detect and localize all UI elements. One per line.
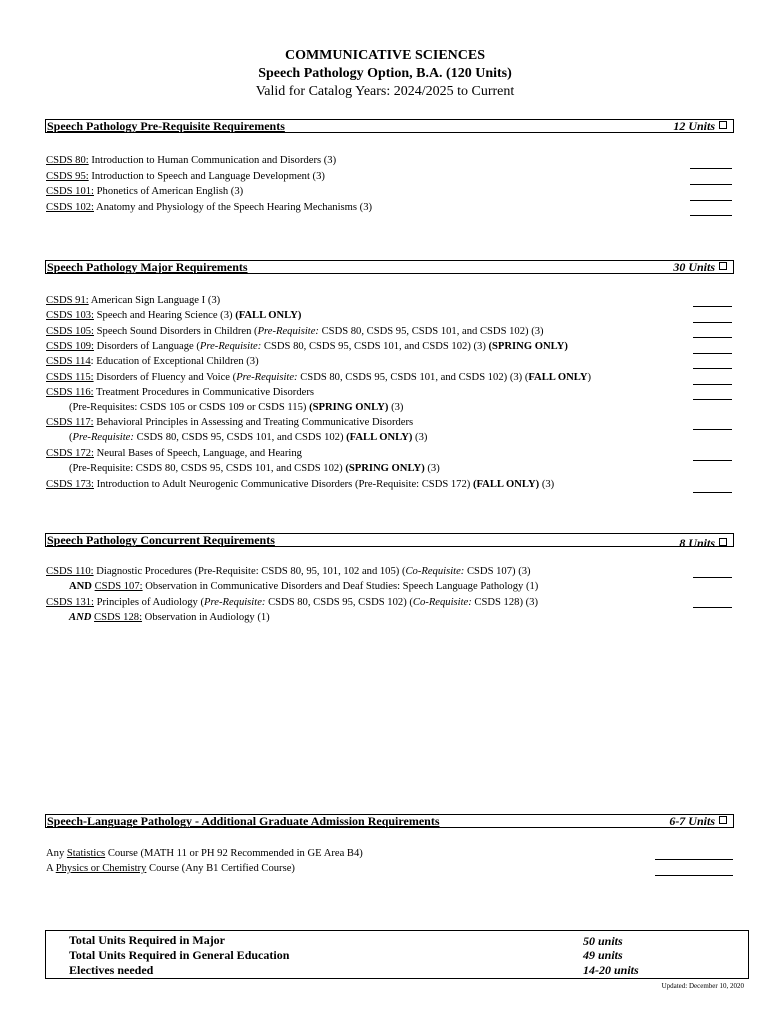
course-row: CSDS 80: Introduction to Human Communication and Disorders (3) (46, 155, 337, 166)
section-title: Speech-Language Pathology - Additional Graduate Admission Requirements (47, 814, 440, 828)
catalog-years: Valid for Catalog Years: 2024/2025 to Current (255, 84, 515, 99)
course-row: CSDS 105: Speech Sound Disorders in Children (Pre-Requisite: CSDS 80, CSDS 95, CSDS 101, and CSDS 102) (3) (46, 326, 544, 337)
course-row: CSDS 117: Behavioral Principles in Assessing and Treating Communicative Disorders (46, 417, 414, 428)
concurrent-section-header (45, 533, 734, 550)
blank-line[interactable] (693, 322, 732, 323)
course-row: CSDS 110: Diagnostic Procedures (Pre-Requisite: CSDS 80, 95, 101, 102 and 105) (Co-Requisite: CSDS 107) (3) (46, 566, 531, 577)
course-row: CSDS 172: Neural Bases of Speech, Language, and Hearing (46, 448, 302, 459)
blank-line[interactable] (690, 215, 732, 216)
course-row-detail: (Pre-Requisite: CSDS 80, CSDS 95, CSDS 101, and CSDS 102) (SPRING ONLY) (3) (69, 463, 440, 474)
course-row: CSDS 101: Phonetics of American English (3) (46, 186, 244, 197)
total-label: Total Units Required in General Education (69, 948, 290, 962)
blank-line[interactable] (693, 399, 732, 400)
checkbox-icon[interactable] (719, 816, 727, 824)
blank-line[interactable] (690, 168, 732, 169)
document-title: COMMUNICATIVE SCIENCES (284, 48, 486, 63)
course-row: CSDS 109: Disorders of Language (Pre-Requisite: CSDS 80, CSDS 95, CSDS 101, and CSDS 102) (3) (SPRING ONLY) (46, 341, 568, 352)
major-section-header (45, 260, 734, 274)
blank-line[interactable] (693, 384, 732, 385)
course-row: CSDS 103: Speech and Hearing Science (3) (FALL ONLY) (46, 310, 302, 321)
totals-box (45, 930, 749, 979)
total-value: 49 units (583, 948, 623, 962)
course-row: CSDS 102: Anatomy and Physiology of the Speech Hearing Mechanisms (3) (46, 202, 373, 213)
blank-line[interactable] (655, 859, 733, 860)
blank-line[interactable] (655, 875, 733, 876)
section-units: 30 Units (673, 261, 727, 274)
program-title: Speech Pathology Option, B.A. (120 Units) (258, 66, 512, 81)
checkbox-icon[interactable] (719, 121, 727, 129)
blank-line[interactable] (693, 607, 732, 608)
total-value: 50 units (583, 934, 623, 948)
blank-line[interactable] (693, 353, 732, 354)
graduate-section-header (45, 814, 734, 828)
blank-line[interactable] (693, 306, 732, 307)
blank-line[interactable] (693, 368, 732, 369)
requirement-row: Any Statistics Course (MATH 11 or PH 92 Recommended in GE Area B4) (46, 848, 363, 859)
course-row-detail: (Pre-Requisites: CSDS 105 or CSDS 109 or CSDS 115) (SPRING ONLY) (3) (69, 402, 404, 413)
total-label: Electives needed (69, 963, 154, 977)
prereq-section-header (45, 119, 734, 133)
course-row: CSDS 173: Introduction to Adult Neurogenic Communicative Disorders (Pre-Requisite: CSDS 172) (FALL ONLY) (3) (46, 479, 555, 490)
updated-date: Updated: December 10, 2020 (661, 982, 744, 990)
total-value: 14-20 units (583, 963, 639, 977)
course-row: CSDS 91: American Sign Language I (3) (46, 295, 221, 306)
course-row: CSDS 95: Introduction to Speech and Language Development (3) (46, 171, 325, 182)
checkbox-icon[interactable] (719, 538, 727, 546)
course-row: CSDS 116: Treatment Procedures in Communicative Disorders (46, 387, 314, 398)
requirement-row: A Physics or Chemistry Course (Any B1 Certified Course) (46, 863, 295, 874)
blank-line[interactable] (693, 337, 732, 338)
section-title: Speech Pathology Major Requirements (47, 260, 248, 274)
course-row-detail: AND CSDS 107: Observation in Communicative Disorders and Deaf Studies: Speech Language Pathology (1) (69, 581, 539, 592)
section-units: 6-7 Units (669, 815, 727, 828)
course-row: CSDS 114: Education of Exceptional Children (3) (46, 356, 259, 367)
course-row-detail: (Pre-Requisite: CSDS 80, CSDS 95, CSDS 101, and CSDS 102) (FALL ONLY) (3) (69, 432, 428, 443)
total-label: Total Units Required in Major (69, 933, 226, 947)
section-units: 8 Units (679, 537, 727, 550)
course-row: CSDS 115: Disorders of Fluency and Voice (Pre-Requisite: CSDS 80, CSDS 95, CSDS 101, and CSDS 102) (3) (FALL ONLY) (46, 372, 592, 383)
section-units: 12 Units (673, 120, 727, 133)
section-title: Speech Pathology Concurrent Requirements (47, 533, 275, 547)
course-row-detail: AND CSDS 128: Observation in Audiology (1) (69, 612, 270, 623)
checkbox-icon[interactable] (719, 262, 727, 270)
section-title: Speech Pathology Pre-Requisite Requirements (47, 119, 285, 133)
blank-line[interactable] (693, 492, 732, 493)
course-row: CSDS 131: Principles of Audiology (Pre-Requisite: CSDS 80, CSDS 95, CSDS 102) (Co-Requisite: CSDS 128) (3) (46, 597, 538, 608)
blank-line[interactable] (690, 200, 732, 201)
blank-line[interactable] (690, 184, 732, 185)
blank-line[interactable] (693, 460, 732, 461)
blank-line[interactable] (693, 577, 732, 578)
blank-line[interactable] (693, 429, 732, 430)
